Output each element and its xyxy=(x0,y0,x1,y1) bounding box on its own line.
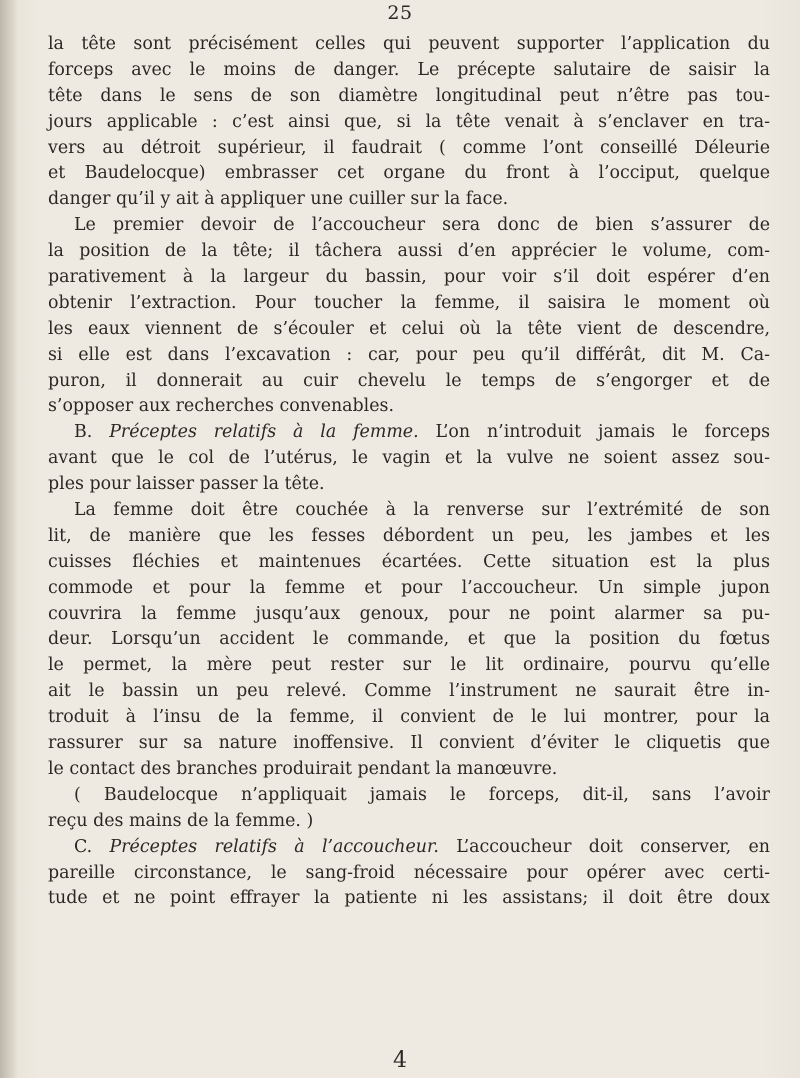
text-line: commode et pour la femme et pour l’accoucheur. Un simple jupon xyxy=(48,577,770,598)
text-line: lit, de manière que les fesses débordent un peu, les jambes et les xyxy=(48,525,770,546)
text-line: cuisses fléchies et maintenues écartées. Cette situation est la plus xyxy=(48,551,770,572)
text-line: danger qu’il y ait à appliquer une cuiller sur la face. xyxy=(48,189,509,210)
text-line: le contact des branches produirait pendant la manœuvre. xyxy=(48,758,558,779)
text-line: rassurer sur sa nature inoffensive. Il convient d’éviter le cliquetis que xyxy=(48,733,770,754)
body-text xyxy=(48,32,770,912)
text-line: tête dans le sens de son diamètre longitudinal peut n’être pas tou- xyxy=(48,85,770,106)
text-line: les eaux viennent de s’écouler et celui où la tête vient de descendre, xyxy=(48,318,770,339)
text-line: troduit à l’insu de la femme, il convient de le lui montrer, pour la xyxy=(48,707,770,728)
text-line: si elle est dans l’excavation : car, pour peu qu’il différât, dit M. Ca- xyxy=(48,344,770,365)
section-b-rest: L’on n’introduit jamais le forceps xyxy=(418,422,770,443)
section-b-heading-line xyxy=(48,420,770,446)
text-line: la tête sont précisément celles qui peuvent supporter l’application du xyxy=(48,34,770,54)
text-line: le permet, la mère peut rester sur le lit ordinaire, pourvu qu’elle xyxy=(48,655,770,676)
text-line: tude et ne point effrayer la patiente ni les assistans; il doit être doux xyxy=(48,888,770,909)
text-line: parativement à la largeur du bassin, pour voir s’il doit espérer d’en xyxy=(48,267,770,288)
text-line: la position de la tête; il tâchera aussi d’en apprécier le volume, com- xyxy=(48,241,770,262)
text-line: reçu des mains de la femme. ) xyxy=(48,810,314,831)
section-c-prefix: C. xyxy=(74,836,110,857)
text-line: ples pour laisser passer la tête. xyxy=(48,474,325,495)
text-line: ait le bassin un peu relevé. Comme l’instrument ne saurait être in- xyxy=(48,681,770,702)
text-line: avant que le col de l’utérus, le vagin et la vulve ne soient assez sou- xyxy=(48,448,770,469)
section-c-heading: Préceptes relatifs à l’accoucheur. xyxy=(109,836,439,857)
section-c-rest: L’accoucheur doit conserver, en xyxy=(438,836,770,857)
text-line: vers au détroit supérieur, il faudrait ( comme l’ont conseillé Déleurie xyxy=(48,137,770,158)
text-line: deur. Lorsqu’un accident le commande, et que la position du fœtus xyxy=(48,629,770,650)
signature-mark: 4 xyxy=(393,1048,407,1073)
text-line: pareille circonstance, le sang-froid nécessaire pour opérer avec certi- xyxy=(48,862,770,883)
text-line: Le premier devoir de l’accoucheur sera donc de bien s’assurer de xyxy=(74,215,770,236)
text-line: s’opposer aux recherches convenables. xyxy=(48,396,394,417)
text-line: jours applicable : c’est ainsi que, si la tête venait à s’enclaver en tra- xyxy=(48,111,770,132)
section-b-prefix: B. xyxy=(74,422,110,443)
page-number: 25 xyxy=(387,2,413,24)
text-line: La femme doit être couchée à la renverse sur l’extrémité de son xyxy=(74,500,770,521)
text-line: couvrira la femme jusqu’aux genoux, pour ne point alarmer sa pu- xyxy=(48,603,770,624)
text-line: et Baudelocque) embrasser cet organe du front à l’occiput, quelque xyxy=(48,163,770,184)
binding-shadow xyxy=(0,0,18,1078)
text-line: obtenir l’extraction. Pour toucher la femme, il saisira le moment où xyxy=(48,292,770,313)
section-b-heading: Préceptes relatifs à la femme. xyxy=(109,422,419,443)
text-line: ( Baudelocque n’appliquait jamais le forceps, dit-il, sans l’avoir xyxy=(74,784,770,805)
text-line: puron, il donnerait au cuir chevelu le temps de s’engorger et de xyxy=(48,370,770,391)
section-c-heading-line xyxy=(48,835,770,861)
text-line: forceps avec le moins de danger. Le précepte salutaire de saisir la xyxy=(48,59,770,80)
